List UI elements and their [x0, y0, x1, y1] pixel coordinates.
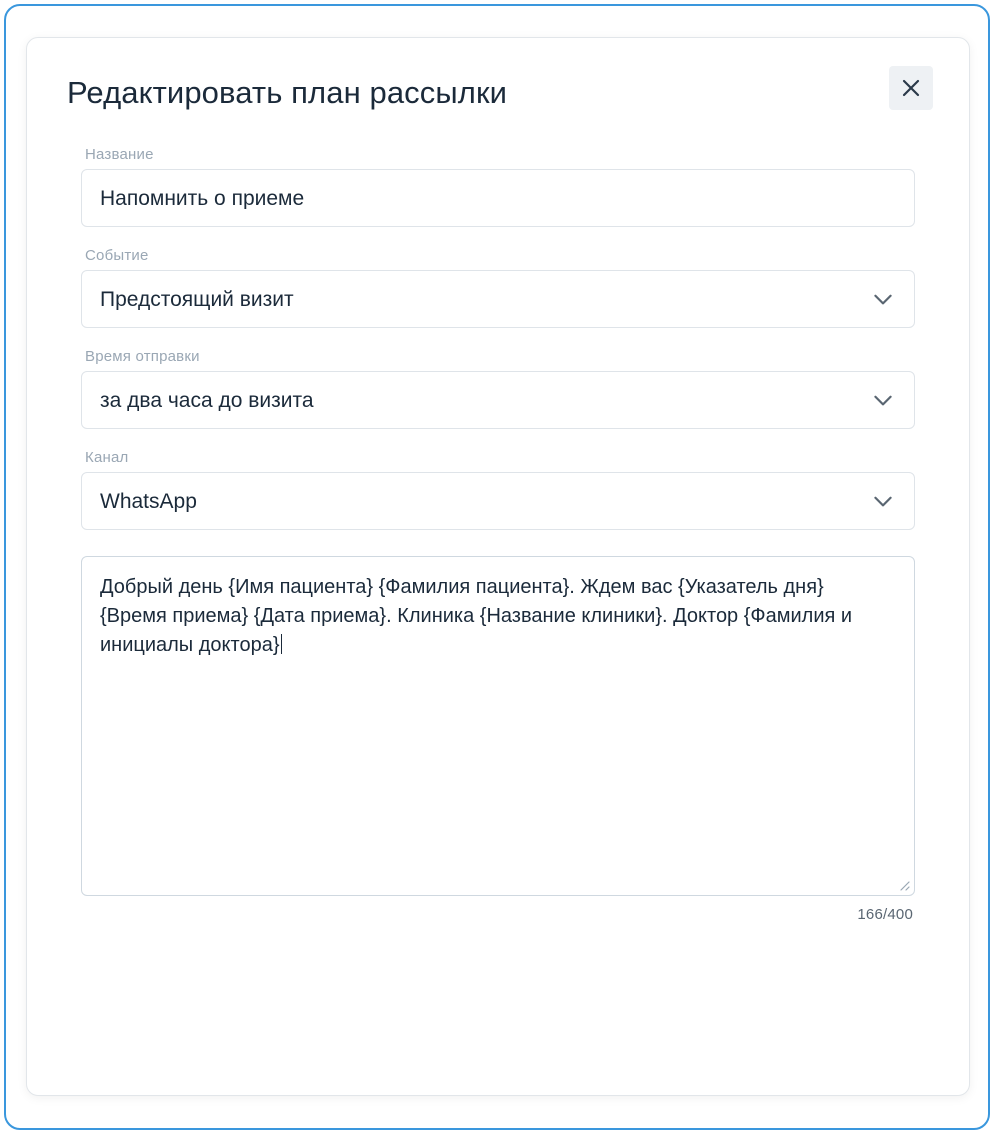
message-textarea-value: Добрый день {Имя пациента} {Фамилия пациента}. Ждем вас {Указатель дня} {Время приема} {Дата приема}. Клиника {Название клиники}. Доктор {Фамилия и инициалы доктора} — [100, 576, 858, 656]
name-input-value: Напомнить о приеме — [100, 187, 305, 209]
event-select-value: Предстоящий визит — [100, 288, 294, 310]
text-caret — [281, 634, 282, 654]
field-label-event: Событие — [85, 247, 149, 264]
edit-mailing-plan-dialog — [26, 37, 970, 1096]
field-label-name: Название — [85, 146, 154, 163]
field-channel — [81, 449, 915, 530]
field-label-channel: Канал — [85, 449, 129, 466]
send-time-select-value: за два часа до визита — [100, 389, 314, 411]
event-select[interactable] — [81, 270, 915, 328]
close-button[interactable] — [889, 66, 933, 110]
chevron-down-icon — [870, 387, 896, 413]
app-viewport — [4, 4, 990, 1130]
send-time-select[interactable] — [81, 371, 915, 429]
field-name — [81, 146, 915, 227]
dialog-header — [27, 38, 969, 122]
resize-handle[interactable] — [895, 876, 911, 892]
channel-select-value: WhatsApp — [100, 490, 197, 512]
chevron-down-icon — [870, 488, 896, 514]
close-icon — [899, 76, 923, 100]
chevron-down-icon — [870, 286, 896, 312]
message-textarea[interactable] — [81, 556, 915, 896]
channel-select[interactable] — [81, 472, 915, 530]
name-input[interactable] — [81, 169, 915, 227]
field-message — [81, 556, 915, 923]
field-send-time — [81, 348, 915, 429]
field-label-send-time: Время отправки — [85, 348, 200, 365]
page-title: Редактировать план рассылки — [67, 75, 508, 110]
dialog-body — [27, 122, 969, 923]
character-counter: 166/400 — [857, 906, 913, 923]
field-event — [81, 247, 915, 328]
